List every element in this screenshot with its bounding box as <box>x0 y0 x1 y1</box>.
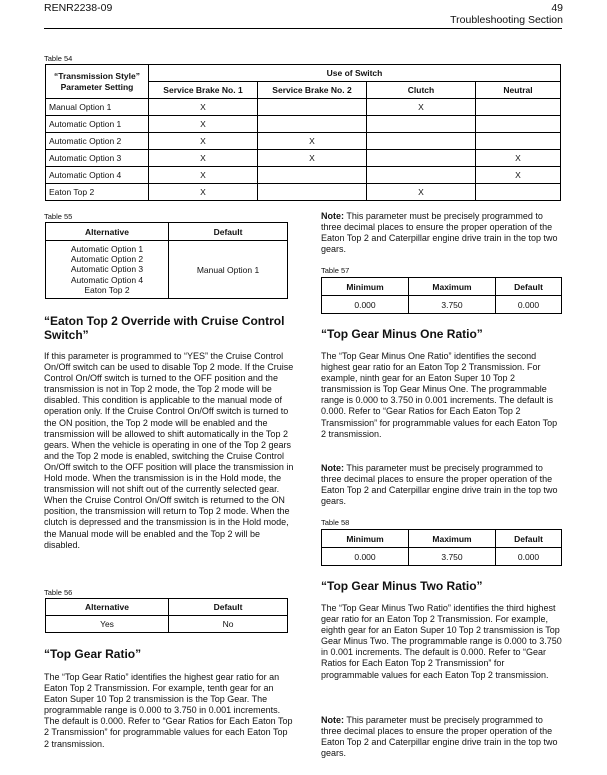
table58 <box>321 529 562 566</box>
table54-cell: X <box>367 184 476 201</box>
table54-cell <box>258 167 367 184</box>
table54-col: Neutral <box>476 82 561 99</box>
table54-cell: X <box>476 167 561 184</box>
header-rule <box>44 28 562 29</box>
note-3 <box>321 715 562 759</box>
table57-cell: 0.000 <box>322 296 409 314</box>
table54-cell: X <box>149 133 258 150</box>
list-item: Automatic Option 1 <box>70 244 144 254</box>
table54-cell <box>476 133 561 150</box>
table57-header: Minimum <box>322 278 409 296</box>
list-item: Automatic Option 2 <box>70 254 144 265</box>
table54-cell <box>476 116 561 133</box>
table56-cell: No <box>169 616 288 633</box>
note-label: Note: <box>321 715 344 725</box>
table56-cell: Yes <box>46 616 169 633</box>
table-row <box>322 548 562 566</box>
table57-cell: 3.750 <box>409 296 496 314</box>
table-row <box>46 116 561 133</box>
table58-header: Maximum <box>409 530 496 548</box>
table55-alternatives <box>46 241 169 299</box>
table54-caption: Table 54 <box>44 54 73 63</box>
table-row <box>46 150 561 167</box>
note-2 <box>321 463 562 507</box>
section-minus-two-title: “Top Gear Minus Two Ratio” <box>321 579 483 593</box>
table54-row-label: Eaton Top 2 <box>46 184 149 201</box>
list-item: Automatic Option 3 <box>70 264 144 275</box>
note-text: This parameter must be precisely programmed to three decimal places to ensure the proper operation of the Eaton Top 2 and Caterpillar engine drive train in the top two gears. <box>321 463 558 507</box>
table56 <box>45 598 288 633</box>
table54-cell <box>367 167 476 184</box>
table54-cell: X <box>149 167 258 184</box>
section-minus-one-body: The “Top Gear Minus One Ratio” identifies the second highest gear ratio for an Eaton Top 2 Transmission. For example, ninth gear for an Eaton Super 10 Top 2 transmission is Top Gear Minus One. The programmable range is 0.000 to 3.750 in 0.001 increments. The default is 0.000. Refer to “Gear Ratios for Each Eaton Top 2 Transmission” for programmable values for each Eaton Top 2 transmission. <box>321 351 558 439</box>
table57-caption: Table 57 <box>321 266 350 275</box>
section-override-title: “Eaton Top 2 Override with Cruise Control Switch” <box>44 314 285 342</box>
table54-row-label: Manual Option 1 <box>46 99 149 116</box>
table54-row-label: Automatic Option 1 <box>46 116 149 133</box>
note-label: Note: <box>321 463 344 473</box>
section-minus-two-body: The “Top Gear Minus Two Ratio” identifies the third highest gear ratio for an Eaton Top 2 Transmission. For example, eighth gear for an Eaton Super 10 Top 2 transmission is Top Gear Minus Two. The programmable range is 0.000 to 3.750 in 0.001 increments. The default is 0.000. Refer to “Gear Ratios for Each Eaton Top 2 Transmission” for programmable values for each Eaton Top 2 transmission. <box>321 603 562 680</box>
table55 <box>45 222 288 299</box>
table58-header: Default <box>496 530 562 548</box>
table55-header: Default <box>169 223 288 241</box>
table54-cell: X <box>149 184 258 201</box>
table-row <box>46 133 561 150</box>
section-minus-one-title: “Top Gear Minus One Ratio” <box>321 327 483 341</box>
section-top-gear-body: The “Top Gear Ratio” identifies the highest gear ratio for an Eaton Top 2 Transmission. For example, tenth gear for an Eaton Super 10 Top 2 transmission is the Top Gear. The programmable range is 0.000 to 3.750 in 0.001 increments. The default is 0.000. Refer to “Gear Ratios for Each Eaton Top 2 Transmission” for programmable values for each Eaton Top 2 transmission. <box>44 672 293 749</box>
table57-header: Maximum <box>409 278 496 296</box>
table58-caption: Table 58 <box>321 518 350 527</box>
table54-cell <box>367 116 476 133</box>
table54-cell: X <box>476 150 561 167</box>
table-row <box>46 99 561 116</box>
table54-cell <box>367 133 476 150</box>
note-text: This parameter must be precisely programmed to three decimal places to ensure the proper operation of the Eaton Top 2 and Caterpillar engine drive train in the top two gears. <box>321 211 558 255</box>
table54-col: Service Brake No. 2 <box>258 82 367 99</box>
table54-cell <box>476 184 561 201</box>
table-row <box>46 616 288 633</box>
table57-cell: 0.000 <box>496 296 562 314</box>
table58-cell: 0.000 <box>496 548 562 566</box>
table56-header: Alternative <box>46 599 169 616</box>
table-row <box>46 184 561 201</box>
section-name: Troubleshooting Section <box>450 14 563 26</box>
table54-cell: X <box>367 99 476 116</box>
table-row <box>46 167 561 184</box>
table54-row-label: Automatic Option 2 <box>46 133 149 150</box>
table54 <box>45 64 561 201</box>
document-id: RENR2238-09 <box>44 2 113 14</box>
note-text: This parameter must be precisely programmed to three decimal places to ensure the proper operation of the Eaton Top 2 and Caterpillar engine drive train in the top two gears. <box>321 715 558 759</box>
table54-cell <box>258 99 367 116</box>
table-row <box>322 296 562 314</box>
table54-col: Service Brake No. 1 <box>149 82 258 99</box>
table54-cell <box>476 99 561 116</box>
section-override-body: If this parameter is programmed to “YES” the Cruise Control On/Off switch can be used to disable Top 2 mode. If the Cruise Control On/Off switch is turned to the OFF position and the transmission is not in Top 2 mode, the Top 2 mode will be disabled. This condition is applicable to the manual mode of operation only. If the Cruise Control On/Off switch is turned to the ON position, the Top 2 mode will be enabled and the transmission will be allowed to shift automatically in the Top 2 gears. When the vehicle is operating in one of the Top 2 gears and the Top 2 mode is enabled, switching the Cruise Control On/Off switch to the OFF position will place the transmission in Hold mode. When the transmission is in the Hold mode, the transmission will not shift out of the currently selected gear. When the Cruise Control On/Off switch is returned to the ON position, the transmission will return to Top 2 mode. When the clutch is depressed and the transmission is in the Hold mode, the Manual mode will be enabled and the Top 2 will be disabled. <box>44 351 294 550</box>
note-1 <box>321 211 562 255</box>
table54-cell <box>258 184 367 201</box>
table55-default: Manual Option 1 <box>169 241 288 299</box>
table54-cell <box>367 150 476 167</box>
table55-caption: Table 55 <box>44 212 73 221</box>
table54-row-label: Automatic Option 4 <box>46 167 149 184</box>
table54-param-header: “Transmission Style” Parameter Setting <box>46 65 149 99</box>
table54-cell: X <box>149 99 258 116</box>
table54-use-header: Use of Switch <box>149 65 561 82</box>
table58-cell: 0.000 <box>322 548 409 566</box>
page-number: 49 <box>551 2 563 14</box>
table54-cell: X <box>149 150 258 167</box>
table58-header: Minimum <box>322 530 409 548</box>
table55-header: Alternative <box>46 223 169 241</box>
list-item: Eaton Top 2 <box>84 284 130 295</box>
section-top-gear-title: “Top Gear Ratio” <box>44 647 142 661</box>
table54-cell <box>258 116 367 133</box>
note-label: Note: <box>321 211 344 221</box>
table57 <box>321 277 562 314</box>
table56-caption: Table 56 <box>44 588 73 597</box>
table54-col: Clutch <box>367 82 476 99</box>
table54-row-label: Automatic Option 3 <box>46 150 149 167</box>
table57-header: Default <box>496 278 562 296</box>
table54-cell: X <box>258 150 367 167</box>
table54-cell: X <box>149 116 258 133</box>
list-item: Automatic Option 4 <box>70 274 144 285</box>
table58-cell: 3.750 <box>409 548 496 566</box>
table54-cell: X <box>258 133 367 150</box>
table56-header: Default <box>169 599 288 616</box>
